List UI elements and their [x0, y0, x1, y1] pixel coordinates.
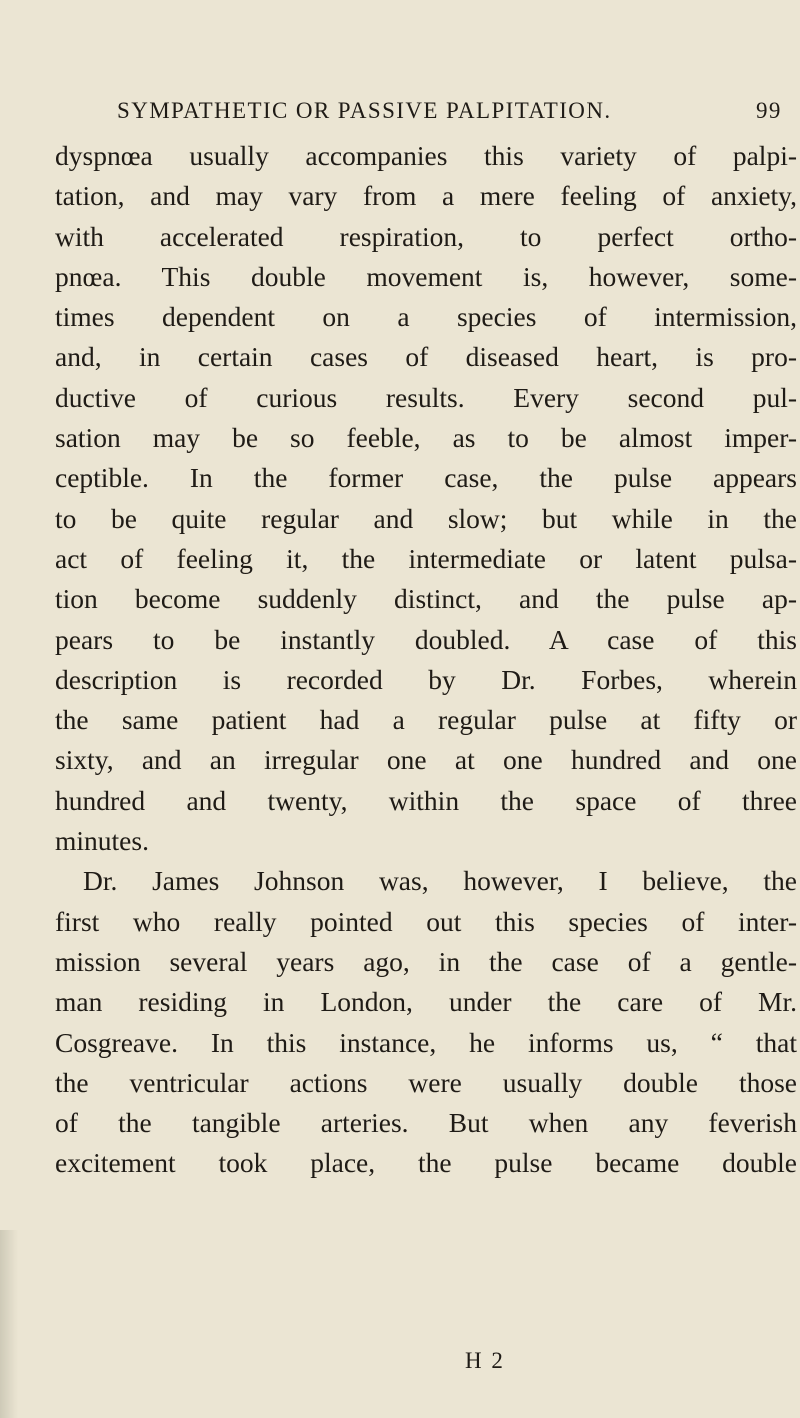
- text-line: Cosgreave. In this instance, he informs us, “ that: [55, 1026, 797, 1058]
- text-line: the ventricular actions were usually double those: [55, 1066, 797, 1098]
- text-line: and, in certain cases of diseased heart, is pro-: [55, 341, 797, 373]
- text-line: first who really pointed out this species of inter-: [55, 905, 797, 937]
- text-line: tation, and may vary from a mere feeling of anxiety,: [55, 180, 797, 212]
- text-line: to be quite regular and slow; but while in the: [55, 502, 797, 534]
- text-line: act of feeling it, the intermediate or latent pulsa-: [55, 542, 797, 574]
- text-line: times dependent on a species of intermission,: [55, 301, 797, 333]
- text-line: sixty, and an irregular one at one hundred and one: [55, 744, 797, 776]
- text-line: ceptible. In the former case, the pulse appears: [55, 462, 797, 494]
- text-line: minutes.: [55, 825, 149, 857]
- text-line: Dr. James Johnson was, however, I believe, the: [83, 865, 797, 897]
- page-number: 99: [756, 98, 782, 123]
- text-line: sation may be so feeble, as to be almost imper-: [55, 422, 797, 454]
- text-line: with accelerated respiration, to perfect ortho-: [55, 220, 797, 252]
- text-line: excitement took place, the pulse became double: [55, 1147, 797, 1179]
- page-edge-shadow: [0, 1230, 18, 1418]
- text-line: of the tangible arteries. But when any feverish: [55, 1107, 797, 1139]
- text-line: hundred and twenty, within the space of three: [55, 784, 797, 816]
- text-line: mission several years ago, in the case of a gentle-: [55, 945, 797, 977]
- signature-mark: H 2: [465, 1348, 505, 1373]
- text-line: man residing in London, under the care of Mr.: [55, 986, 797, 1018]
- text-line: pears to be instantly doubled. A case of this: [55, 623, 797, 655]
- text-line: description is recorded by Dr. Forbes, wherein: [55, 663, 797, 695]
- text-line: the same patient had a regular pulse at fifty or: [55, 704, 797, 736]
- text-line: pnœa. This double movement is, however, some-: [55, 260, 797, 292]
- running-title: SYMPATHETIC OR PASSIVE PALPITATION.: [117, 98, 612, 123]
- running-header: [117, 98, 782, 124]
- body-text: [55, 136, 797, 1184]
- text-line: tion become suddenly distinct, and the pulse ap-: [55, 583, 797, 615]
- text-line: dyspnœa usually accompanies this variety of palpi-: [55, 140, 797, 171]
- text-line: ductive of curious results. Every second pul-: [55, 381, 797, 413]
